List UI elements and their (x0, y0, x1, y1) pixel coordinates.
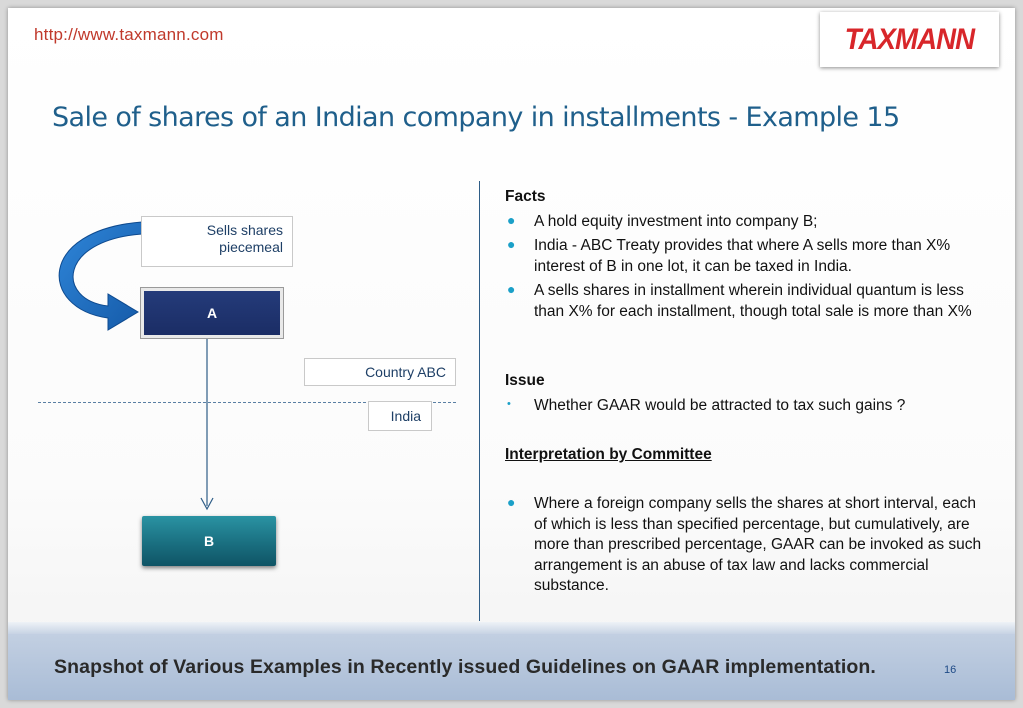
node-a: A (141, 288, 283, 338)
bullet-icon: ● (507, 281, 516, 297)
issue-item-1: Whether GAAR would be attracted to tax such gains ? (534, 397, 906, 414)
header-url: http://www.taxmann.com (34, 25, 224, 44)
list-item (505, 396, 993, 417)
curved-arrow (59, 222, 142, 330)
bullet-icon: ● (507, 212, 516, 228)
india-label: India (368, 401, 432, 431)
list-item (505, 236, 993, 277)
bullet-icon: ● (507, 494, 516, 510)
sells-label-line2: piecemeal (219, 239, 283, 255)
footer-text: Snapshot of Various Examples in Recently issued Guidelines on GAAR implementation. (54, 656, 876, 678)
country-abc-label: Country ABC (304, 358, 456, 386)
slide-title: Sale of shares of an Indian company in installments - Example 15 (52, 102, 900, 133)
issue-heading: Issue (505, 372, 545, 389)
interpretation-heading: Interpretation by Committee (505, 446, 712, 463)
footer-highlight (8, 622, 1015, 634)
page-number: 16 (944, 664, 957, 676)
facts-item-3: A sells shares in installment wherein individual quantum is less than X% for each installment, though total sale is more than X% (534, 282, 972, 320)
column-divider (479, 181, 480, 621)
interpretation-item-1: Where a foreign company sells the shares at short interval, each of which is less than specified percentage, but cumulatively, are more than prescribed percentage, GAAR can be invoked as such arrangement is an abuse of tax law and lacks commercial substance. (534, 495, 982, 594)
footer-banner (8, 622, 1015, 700)
sells-shares-label (141, 216, 293, 267)
facts-item-1: A hold equity investment into company B; (534, 213, 818, 230)
bullet-icon: ● (507, 236, 516, 252)
list-item (505, 494, 993, 597)
facts-heading: Facts (505, 188, 546, 205)
list-item (505, 212, 993, 233)
sells-label-line1: Sells shares (206, 222, 283, 238)
facts-item-2: India - ABC Treaty provides that where A sells more than X% interest of B in one lot, it can be taxed in India. (534, 237, 951, 275)
list-item (505, 281, 993, 322)
bullet-icon: • (507, 398, 511, 410)
slide (8, 8, 1015, 700)
logo-text: TAXMANN (844, 22, 975, 56)
node-b: B (142, 516, 276, 566)
